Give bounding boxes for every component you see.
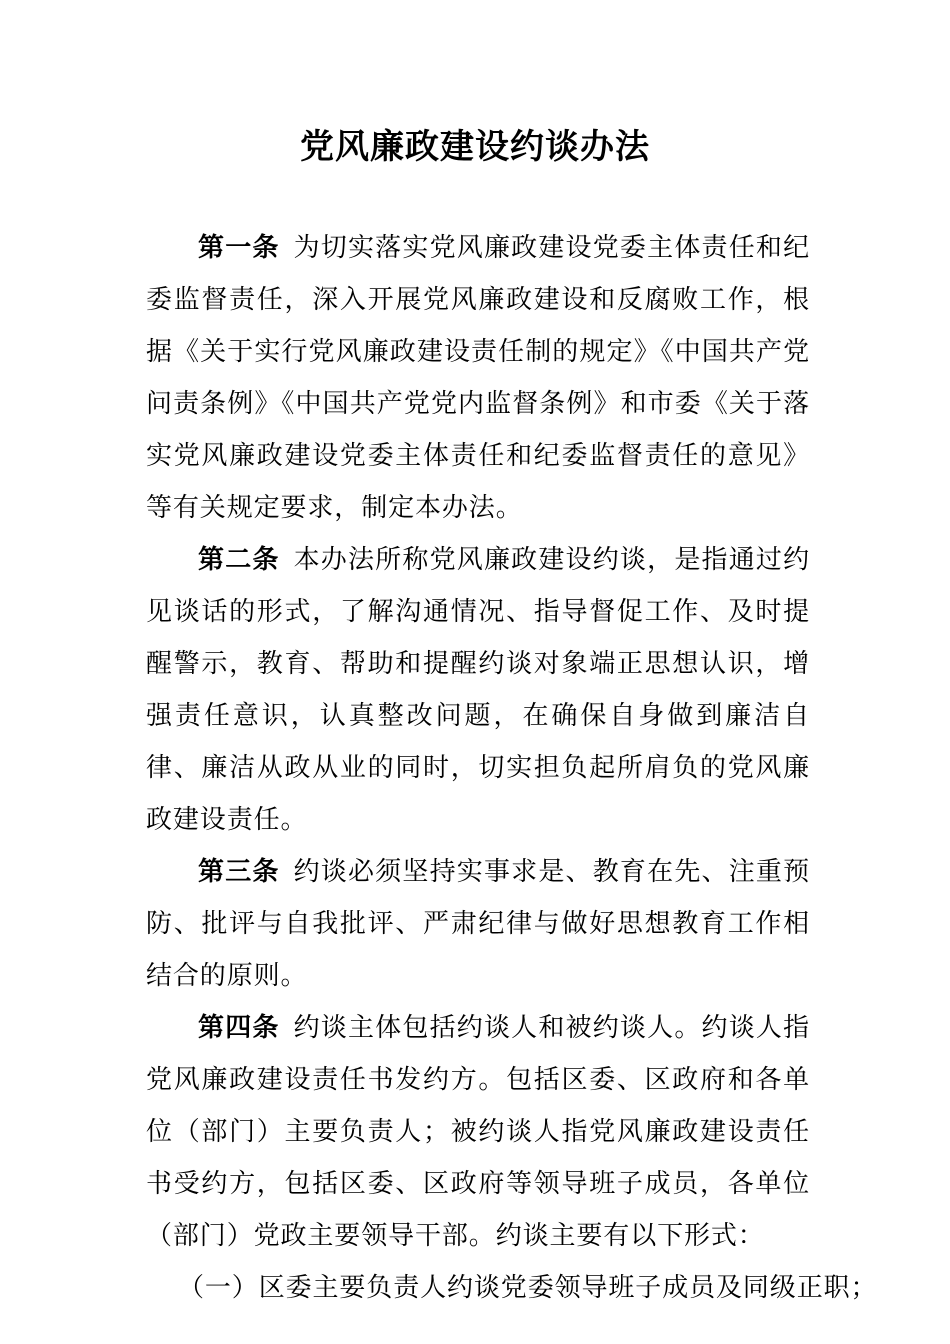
article-3 — [146, 846, 810, 1002]
article-2 — [146, 534, 810, 846]
article-2-text: 本办法所称党风廉政建设约谈，是指通过约见谈话的形式，了解沟通情况、指导督促工作、及时提醒警示，教育、帮助和提醒约谈对象端正思想认识，增强责任意识，认真整改问题，在确保自身做到廉洁自律、廉洁从政从业的同时，切实担负起所肩负的党风廉政建设责任。 — [146, 545, 810, 835]
article-1 — [146, 222, 810, 534]
document-title: 党风廉政建设约谈办法 — [300, 127, 650, 167]
article-4-label: 第四条 — [198, 1013, 280, 1043]
document-body — [146, 222, 878, 1314]
article-3-text: 约谈必须坚持实事求是、教育在先、注重预防、批评与自我批评、严肃纪律与做好思想教育工作相结合的原则。 — [146, 857, 810, 991]
article-1-label: 第一条 — [198, 233, 280, 263]
list-item-1: （一）区委主要负责人约谈党委领导班子成员及同级正职； — [178, 1273, 878, 1303]
article-4 — [146, 1002, 810, 1262]
article-4-text: 约谈主体包括约谈人和被约谈人。约谈人指党风廉政建设责任书发约方。包括区委、区政府和各单位（部门）主要负责人；被约谈人指党风廉政建设责任书受约方，包括区委、区政府等领导班子成员，各单位（部门）党政主要领导干部。约谈主要有以下形式： — [146, 1013, 810, 1251]
article-3-label: 第三条 — [198, 857, 280, 887]
article-2-label: 第二条 — [198, 545, 280, 575]
article-1-text: 为切实落实党风廉政建设党委主体责任和纪委监督责任，深入开展党风廉政建设和反腐败工作，根据《关于实行党风廉政建设责任制的规定》《中国共产党问责条例》《中国共产党党内监督条例》和市委《关于落实党风廉政建设党委主体责任和纪委监督责任的意见》等有关规定要求，制定本办法。 — [146, 233, 810, 523]
